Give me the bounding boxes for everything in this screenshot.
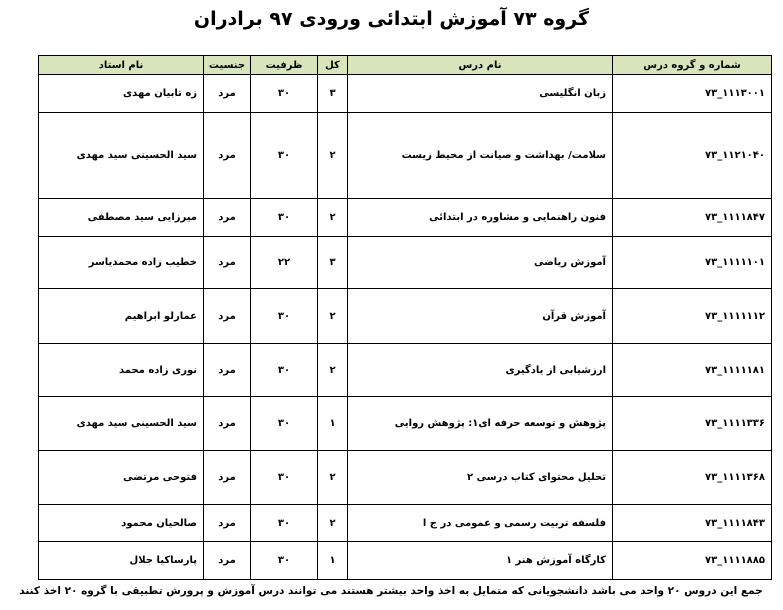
course-teacher: سید الحسینی سید مهدی	[39, 113, 204, 199]
header-name: نام درس	[348, 56, 613, 75]
course-units: ۱	[318, 542, 348, 580]
course-units: ۲	[318, 113, 348, 199]
course-gender: مرد	[204, 397, 251, 451]
course-teacher: زه تابیان مهدی	[39, 75, 204, 113]
course-units: ۲	[318, 289, 348, 344]
course-teacher: نوری زاده محمد	[39, 344, 204, 397]
table-row	[39, 397, 772, 451]
footer-note: جمع این دروس ۲۰ واحد می باشد دانشجویانی که متمایل به اخذ واحد بیشتر هستند می توانند درس آموزش و پرورش تطبیقی با گروه ۲۰ اخذ کنند	[19, 585, 763, 597]
course-capacity: ۳۰	[251, 75, 318, 113]
course-code: ۱۱۱۱۱۸۱_۷۳	[613, 344, 772, 397]
course-capacity: ۳۰	[251, 505, 318, 542]
course-capacity: ۲۲	[251, 237, 318, 289]
table-row	[39, 542, 772, 580]
course-code: ۱۱۲۱۰۴۰_۷۳	[613, 113, 772, 199]
header-gender: جنسیت	[204, 56, 251, 75]
course-name: آموزش ریاضی	[348, 237, 613, 289]
course-code: ۱۱۱۱۸۸۵_۷۳	[613, 542, 772, 580]
course-code: ۱۱۱۱۳۳۶_۷۳	[613, 397, 772, 451]
course-teacher: عمارلو ابراهیم	[39, 289, 204, 344]
course-name: کارگاه آموزش هنر ۱	[348, 542, 613, 580]
course-units: ۲	[318, 199, 348, 237]
table-row	[39, 75, 772, 113]
course-code: ۱۱۱۱۳۶۸_۷۳	[613, 451, 772, 505]
course-capacity: ۳۰	[251, 344, 318, 397]
course-capacity: ۳۰	[251, 397, 318, 451]
course-teacher: خطیب زاده محمدیاسر	[39, 237, 204, 289]
header-teacher: نام استاد	[39, 56, 204, 75]
course-gender: مرد	[204, 75, 251, 113]
course-teacher: صالحیان محمود	[39, 505, 204, 542]
course-gender: مرد	[204, 237, 251, 289]
course-code: ۱۱۱۱۸۴۷_۷۳	[613, 199, 772, 237]
course-teacher: پارساکیا جلال	[39, 542, 204, 580]
course-units: ۲	[318, 505, 348, 542]
table-row	[39, 113, 772, 199]
table-row	[39, 451, 772, 505]
table-row	[39, 505, 772, 542]
course-capacity: ۳۰	[251, 289, 318, 344]
course-name: فنون راهنمایی و مشاوره در ابتدائی	[348, 199, 613, 237]
course-name: ارزشیابی از یادگیری	[348, 344, 613, 397]
course-capacity: ۳۰	[251, 451, 318, 505]
course-capacity: ۳۰	[251, 199, 318, 237]
course-gender: مرد	[204, 344, 251, 397]
course-units: ۳	[318, 75, 348, 113]
table-row	[39, 237, 772, 289]
course-name: سلامت/ بهداشت و صیانت از محیط زیست	[348, 113, 613, 199]
header-units: کل	[318, 56, 348, 75]
course-gender: مرد	[204, 505, 251, 542]
header-capacity: ظرفیت	[251, 56, 318, 75]
course-teacher: سید الحسینی سید مهدی	[39, 397, 204, 451]
course-capacity: ۳۰	[251, 113, 318, 199]
course-code: ۱۱۱۱۸۴۳_۷۳	[613, 505, 772, 542]
course-capacity: ۳۰	[251, 542, 318, 580]
course-teacher: میرزایی سید مصطفی	[39, 199, 204, 237]
course-units: ۲	[318, 451, 348, 505]
course-gender: مرد	[204, 289, 251, 344]
course-code: ۱۱۱۱۱۰۱_۷۳	[613, 237, 772, 289]
header-code: شماره و گروه درس	[613, 56, 772, 75]
page-title: گروه ۷۳ آموزش ابتدائی ورودی ۹۷ برادران	[193, 8, 590, 30]
course-name: پژوهش و توسعه حرفه ای۱: پژوهش روایی	[348, 397, 613, 451]
course-code: ۱۱۱۳۰۰۱_۷۳	[613, 75, 772, 113]
course-gender: مرد	[204, 199, 251, 237]
course-name: تحلیل محتوای کتاب درسی ۲	[348, 451, 613, 505]
table-row	[39, 289, 772, 344]
course-name: فلسفه تربیت رسمی و عمومی در ج ا	[348, 505, 613, 542]
course-gender: مرد	[204, 113, 251, 199]
course-teacher: فتوحی مرتضی	[39, 451, 204, 505]
course-table	[38, 55, 772, 580]
course-code: ۱۱۱۱۱۱۲_۷۳	[613, 289, 772, 344]
course-name: زبان انگلیسی	[348, 75, 613, 113]
table-row	[39, 344, 772, 397]
course-units: ۲	[318, 344, 348, 397]
table-row	[39, 199, 772, 237]
course-gender: مرد	[204, 542, 251, 580]
course-units: ۳	[318, 237, 348, 289]
course-units: ۱	[318, 397, 348, 451]
header-row	[39, 56, 772, 75]
course-gender: مرد	[204, 451, 251, 505]
course-name: آموزش قرآن	[348, 289, 613, 344]
